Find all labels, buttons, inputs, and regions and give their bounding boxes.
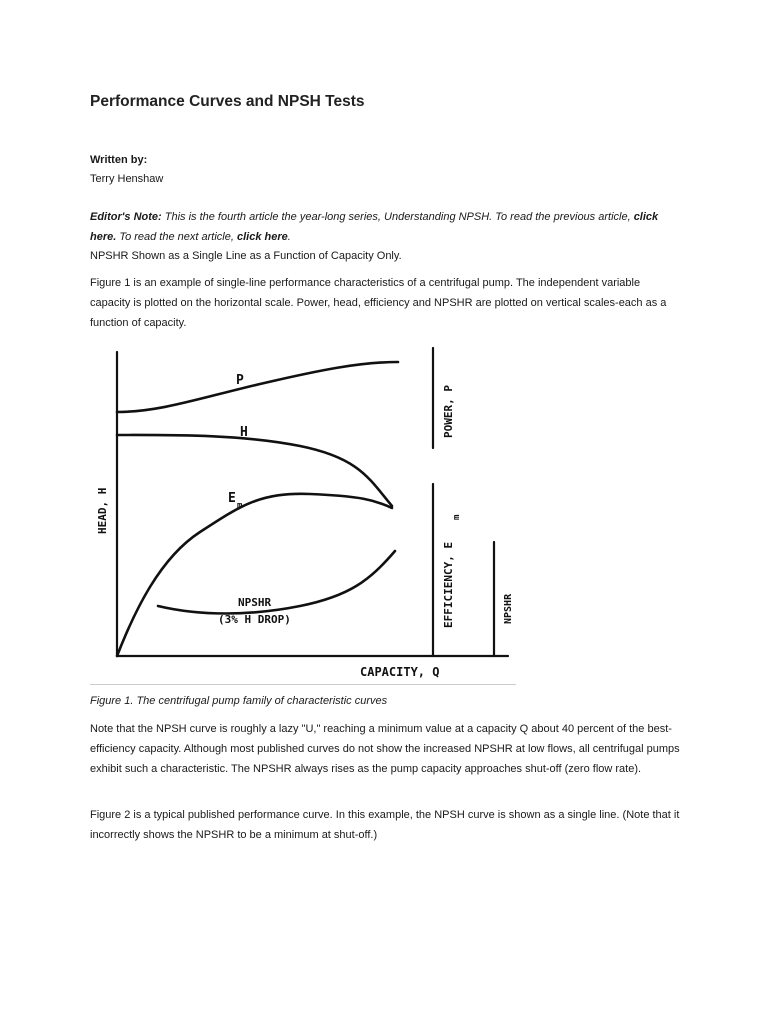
author-name: Terry Henshaw xyxy=(90,173,164,185)
next-article-link[interactable]: click here xyxy=(236,231,288,243)
figure1-intro-paragraph: Figure 1 is an example of single-line performance characteristics of a centrifugal pump. The independent variable capacity is plotted on the horizontal scale. Power, head, efficiency and NPSHR are plotted on vertical scales-each as a function of capacity. xyxy=(90,277,667,329)
previous-article-link[interactable]: click here. xyxy=(90,211,659,243)
page-title: Performance Curves and NPSH Tests xyxy=(90,93,365,110)
figure2-intro-paragraph: Figure 2 is a typical published performance curve. In this example, the NPSH curve is shown as a single line. (Note that it incorrectly shows the NPSHR to be a minimum at shut-off.) xyxy=(90,809,680,841)
power-axis-label: POWER, P xyxy=(442,385,455,438)
editors-note-text-3: . xyxy=(287,231,291,243)
npshr-curve-label: NPSHR xyxy=(238,596,272,609)
efficiency-curve xyxy=(117,494,392,656)
section-subheading: NPSHR Shown as a Single Line as a Function of Capacity Only. xyxy=(90,250,402,262)
written-by-label: Written by: xyxy=(90,154,148,166)
figure-1-caption: Figure 1. The centrifugal pump family of characteristic curves xyxy=(90,695,388,707)
figure-1 xyxy=(90,340,516,685)
editors-note-label: Editor's Note: xyxy=(90,211,162,223)
npshr-drop-label: (3% H DROP) xyxy=(218,613,291,626)
npshr-curve xyxy=(158,551,395,614)
npsh-note-paragraph: Note that the NPSH curve is roughly a lazy "U," reaching a minimum value at a capacity Q about 40 percent of the best-efficiency capacity. Although most published curves do not show the increased NPSHR at low flows, all centrifugal pumps exhibit such a characteristic. The NPSHR always rises as the pump capacity approaches shut-off (zero flow rate). xyxy=(90,723,680,775)
power-curve-label: P xyxy=(236,373,244,388)
efficiency-curve-label-sub: m xyxy=(237,501,243,511)
editors-note xyxy=(90,207,680,247)
power-curve xyxy=(117,362,398,412)
head-axis-label: HEAD, H xyxy=(96,487,109,534)
efficiency-curve-label: E xyxy=(228,491,236,506)
editors-note-text-2: To read the next article, xyxy=(116,231,237,243)
head-curve-label: H xyxy=(240,425,248,440)
pump-curves-drawing xyxy=(90,340,516,684)
efficiency-axis-label: EFFICIENCY, E xyxy=(442,541,455,628)
head-curve xyxy=(117,435,392,506)
efficiency-axis-label-sub: m xyxy=(452,514,462,520)
npshr-axis-label: NPSHR xyxy=(503,593,514,624)
editors-note-text-1: This is the fourth article the year-long series, Understanding NPSH. To read the previous article, xyxy=(161,211,634,223)
capacity-axis-label: CAPACITY, Q xyxy=(360,665,440,679)
